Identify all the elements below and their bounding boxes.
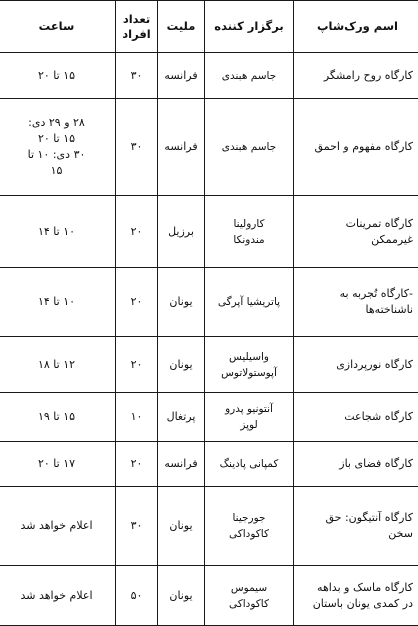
workshop-cell: کارگاه ماسک و بداهه در کمدی یونان باستان: [294, 566, 418, 626]
organizer-cell: کارولینا مندونکا: [205, 196, 294, 268]
workshop-cell: کارگاه تمرینات غیرممکن: [294, 196, 418, 268]
organizer-cell: واسیلیس آپوستولاتوس: [205, 337, 294, 393]
nationality-cell: یونان: [158, 337, 205, 393]
table-row: [0, 487, 418, 566]
time-cell: ۱۰ تا ۱۴: [0, 268, 116, 337]
count-cell: ۵۰: [116, 566, 158, 626]
count-cell: ۲۰: [116, 442, 158, 487]
count-cell: ۲۰: [116, 196, 158, 268]
header-row: [0, 1, 418, 53]
organizer-cell: آنتونیو پدرو لوپز: [205, 393, 294, 442]
table-row: [0, 99, 418, 196]
organizer-cell: پاتریشیا آپرگی: [205, 268, 294, 337]
nationality-cell: پرتغال: [158, 393, 205, 442]
count-cell: ۱۰: [116, 393, 158, 442]
count-cell: ۳۰: [116, 487, 158, 566]
header-time: ساعت: [0, 1, 116, 53]
header-workshop: اسم ورک‌شاپ: [294, 1, 418, 53]
table-row: [0, 337, 418, 393]
count-cell: ۳۰: [116, 53, 158, 99]
header-nationality: ملیت: [158, 1, 205, 53]
count-cell: ۳۰: [116, 99, 158, 196]
table-row: [0, 196, 418, 268]
workshop-cell: کارگاه نورپردازی: [294, 337, 418, 393]
time-cell: ۲۸ و ۲۹ دی: ۱۵ تا ۲۰ ۳۰ دی: ۱۰ تا ۱۵: [0, 99, 116, 196]
workshop-cell: کارگاه مفهوم و احمق: [294, 99, 418, 196]
table-row: [0, 393, 418, 442]
header-count: تعداد افراد: [116, 1, 158, 53]
time-cell: اعلام خواهد شد: [0, 487, 116, 566]
organizer-cell: جاسم هبندی: [205, 53, 294, 99]
organizer-cell: کمپانی پادینگ: [205, 442, 294, 487]
nationality-cell: فرانسه: [158, 99, 205, 196]
table-row: [0, 442, 418, 487]
count-cell: ۲۰: [116, 337, 158, 393]
workshop-cell: کارگاه شجاعت: [294, 393, 418, 442]
time-cell: ۱۵ تا ۱۹: [0, 393, 116, 442]
table-row: [0, 53, 418, 99]
organizer-cell: سیموس کاکوداکی: [205, 566, 294, 626]
workshop-cell: کارگاه روح رامشگر: [294, 53, 418, 99]
header-organizer: برگزار کننده: [205, 1, 294, 53]
time-cell: ۱۲ تا ۱۸: [0, 337, 116, 393]
time-cell: اعلام خواهد شد: [0, 566, 116, 626]
workshop-cell: کارگاه فضای باز: [294, 442, 418, 487]
organizer-cell: جورجینا کاکوداکی: [205, 487, 294, 566]
table-row: [0, 566, 418, 626]
time-cell: ۱۰ تا ۱۴: [0, 196, 116, 268]
nationality-cell: فرانسه: [158, 442, 205, 487]
time-cell: ۱۷ تا ۲۰: [0, 442, 116, 487]
workshop-cell: -کارگاه تُجربه به ناشناخته‌ها: [294, 268, 418, 337]
time-cell: ۱۵ تا ۲۰: [0, 53, 116, 99]
nationality-cell: یونان: [158, 566, 205, 626]
table-row: [0, 268, 418, 337]
organizer-cell: جاسم هبندی: [205, 99, 294, 196]
workshop-cell: کارگاه آنتیگون: حق سخن: [294, 487, 418, 566]
nationality-cell: فرانسه: [158, 53, 205, 99]
nationality-cell: برزیل: [158, 196, 205, 268]
nationality-cell: یونان: [158, 268, 205, 337]
count-cell: ۲۰: [116, 268, 158, 337]
nationality-cell: یونان: [158, 487, 205, 566]
